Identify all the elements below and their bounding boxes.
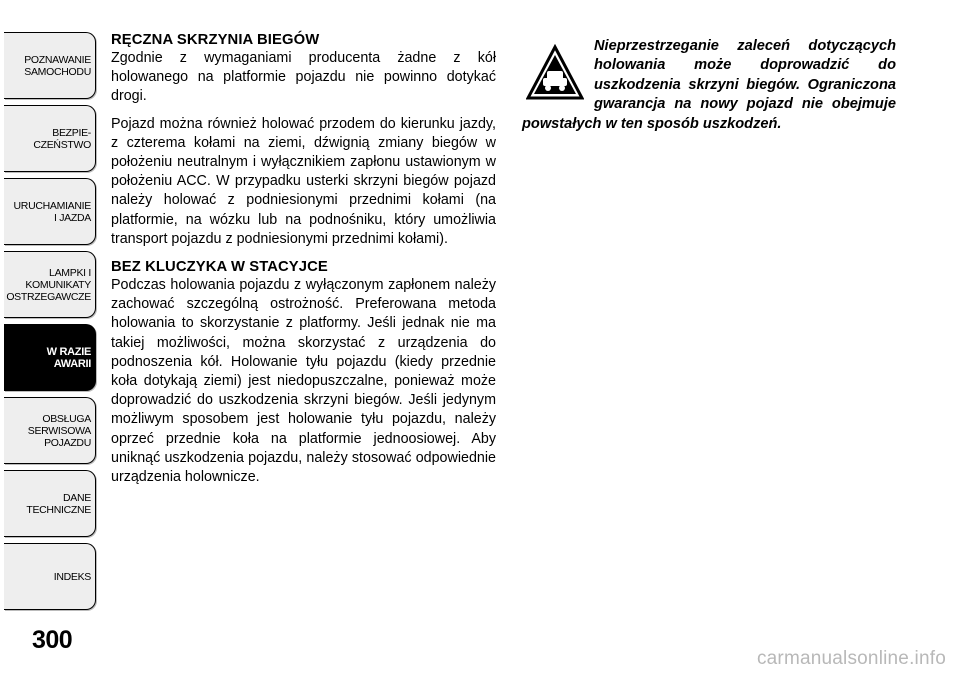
section-heading-no-key: BEZ KLUCZYKA W STACYJCE [111,259,328,276]
side-tab-index [0,0,100,678]
main-text-column [111,31,496,487]
tab-label: LAMPKI I KOMUNIKATY OSTRZEGAWCZE [6,266,91,303]
tab-lampki-i-komunikaty[interactable] [4,251,96,318]
paragraph: Podczas holowania pojazdu z wyłączonym zapłonem należy zachować szczególną ostrożność. Preferowana metoda holowania to skorzystanie z platformy. Jeśli jednak nie ma takiej możliwości, można skorzystać z urządzenia do podnoszenia kół. Holowanie tyłu pojazdu (kiedy przednie koła dotykają ziemi) jest niedopuszczalne, ponieważ może doprowadzić do uszkodzenia skrzyni biegów. Jeśli jedynym możliwym sposobem jest holowanie tyłu pojazdu, należy oprzeć przednie koła na platformie jednoosiowej. Aby uniknąć uszkodzenia pojazdu, należy stosować odpowiednie urządzenia holownicze. [111,277,496,486]
tab-poznawanie-samochodu[interactable] [4,32,96,99]
paragraph: Pojazd można również holować przodem do kierunku jazdy, z czterema kołami na ziemi, dźwignią zmiany biegów w położeniu neutralnym i wyłącznikiem zapłonu ustawionym w położeniu ACC. W przypadku usterki skrzyni biegów pojazd należy holować z podniesionymi przednimi kołami (na platformie, na wózku lub na podnośniku, który umożliwia transport pojazdu z podniesionymi przednimi kołami). [111,115,496,247]
warning-text: Nieprzestrzeganie zaleceń dotyczących holowania może doprowadzić do uszkodzenia skrzyni biegów. Ograniczona gwarancja na nowy pojazd nie obejmuje powstałych w ten sposób uszkodzeń. [522,38,896,132]
tab-label: DANE TECHNICZNE [26,491,91,516]
watermark: carmanualsonline.info [756,648,946,669]
warning-box [522,37,896,134]
tab-label: POZNAWANIE SAMOCHODU [24,53,91,78]
section-heading-manual-gearbox: RĘCZNA SKRZYNIA BIEGÓW [111,32,320,48]
tab-obsluga-serwisowa[interactable] [4,397,96,464]
car-warning-triangle-icon [526,44,584,102]
tab-label: INDEKS [53,570,91,583]
tab-uruchamianie-i-jazda[interactable] [4,178,96,245]
page-number: 300 [32,626,73,654]
tab-label: OBSŁUGA SERWISOWA POJAZDU [27,412,91,449]
paragraph: Zgodnie z wymaganiami producenta żadne z kół holowanego na platformie pojazdu nie powinno dotykać drogi. [111,50,496,105]
tab-w-razie-awarii[interactable] [4,324,96,391]
tab-label: BEZPIE- CZEŃSTWO [33,126,91,151]
tab-label: W RAZIE AWARII [46,345,91,370]
tab-label: URUCHAMIANIE I JAZDA [13,199,91,224]
tab-indeks[interactable] [4,543,96,610]
tab-bezpieczenstwo[interactable] [4,105,96,172]
tab-dane-techniczne[interactable] [4,470,96,537]
